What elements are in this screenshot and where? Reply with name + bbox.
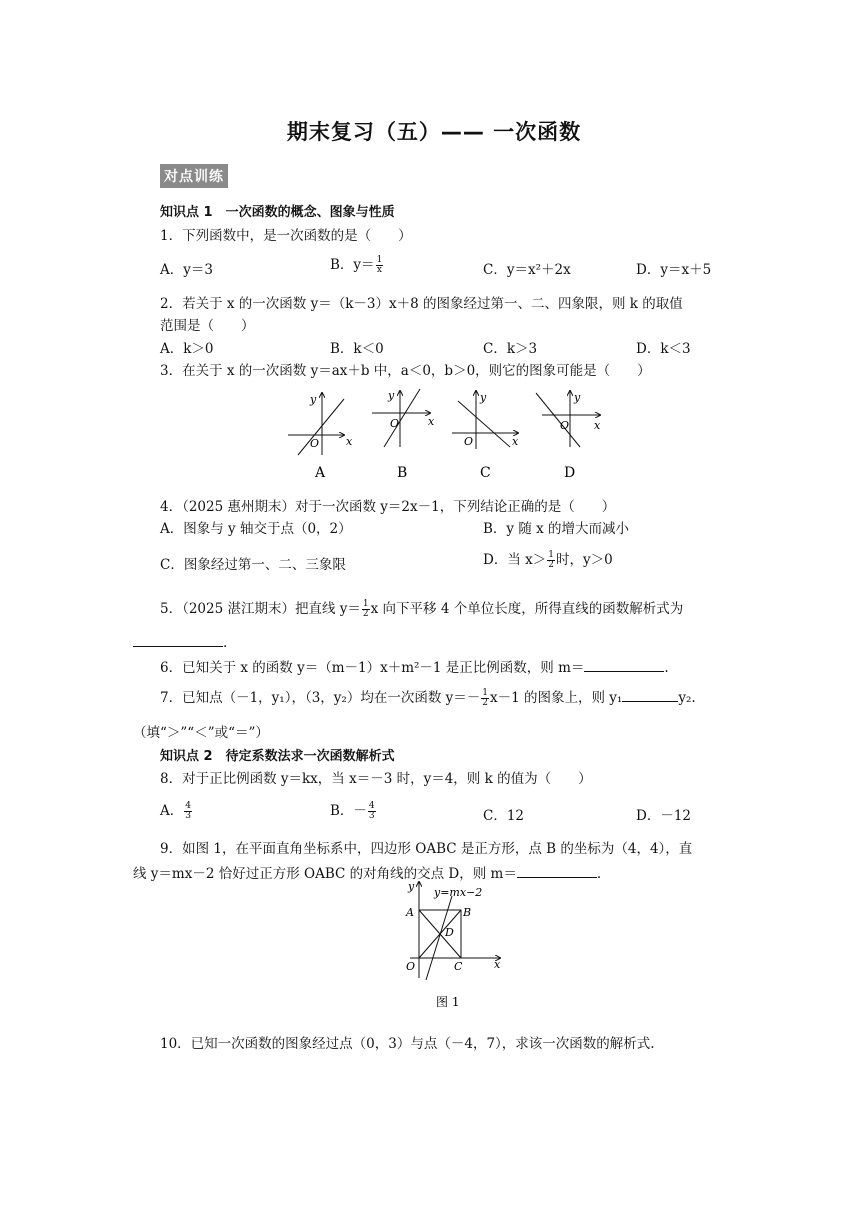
q7-denominator: 2 — [482, 698, 488, 708]
q8-option-b-fraction — [368, 802, 376, 821]
q1-option-b-denominator: x — [376, 265, 382, 275]
q4-option-a: A．图象与 y 轴交于点（0，2） — [160, 521, 352, 537]
q7-numerator: 1 — [482, 688, 488, 698]
fig1-point-b: B — [463, 906, 472, 919]
q5-stem — [160, 597, 683, 619]
fig1-point-d: D — [445, 926, 454, 939]
q8-option-b-denominator: 3 — [368, 811, 375, 821]
q5-answer-blank[interactable] — [133, 634, 223, 647]
q7-end: y₂. — [678, 690, 696, 706]
knowledge-point-2-heading: 知识点 2 待定系数法求一次函数解析式 — [160, 749, 395, 764]
q8-option-b — [330, 799, 377, 821]
q4-option-d-denominator: 2 — [548, 560, 554, 570]
graph-c-y-label: y — [480, 391, 487, 404]
q5-denominator: 2 — [362, 609, 369, 619]
q2-stem-line1: 2．若关于 x 的一次函数 y＝（k－3）x＋8 的图象经过第一、二、四象限，则 k 的取值 — [160, 296, 683, 312]
q6-answer-blank[interactable] — [584, 659, 664, 672]
q6-stem — [160, 656, 669, 676]
q9-line2-prefix: 线 y＝mx－2 恰好过正方形 OABC 的对角线的交点 D，则 m＝ — [133, 866, 517, 882]
graph-b-x-label: x — [428, 415, 435, 428]
q9-answer-blank[interactable] — [517, 865, 597, 878]
q5-end: . — [223, 635, 228, 651]
q6-prefix: 6．已知关于 x 的函数 y＝（m－1）x＋m²－1 是正比例函数，则 m＝ — [160, 660, 585, 676]
q2-option-a: A．k＞0 — [160, 341, 214, 357]
q7-middle: x－1 的图象上，则 y₁ — [490, 690, 623, 706]
graph-a-x-label: x — [346, 435, 353, 448]
q4-option-b: B．y 随 x 的增大而减小 — [483, 521, 630, 537]
q4-stem: 4．（2025 惠州期末）对于一次函数 y＝2x－1，下列结论正确的是（ ） — [160, 499, 616, 515]
q8-option-d: D．－12 — [636, 808, 692, 824]
q5-suffix: x 向下平移 4 个单位长度，所得直线的函数解析式为 — [370, 601, 684, 617]
fig1-line-label: y=mx−2 — [434, 886, 483, 899]
q5-answer-line — [133, 634, 227, 651]
q5-prefix: 5．（2025 湛江期末）把直线 y＝ — [160, 601, 361, 617]
q6-end: . — [664, 660, 669, 676]
q1-stem: 1．下列函数中，是一次函数的是（ ） — [160, 228, 412, 244]
graph-b-origin: O — [390, 417, 400, 430]
q1-option-b-prefix: B．y＝ — [330, 257, 375, 273]
q8-option-a-numerator: 4 — [185, 801, 191, 811]
fig1-point-c: C — [454, 960, 463, 973]
q7-prefix: 7．已知点（－1，y₁），（3，y₂）均在一次函数 y＝－ — [160, 690, 481, 706]
q4-option-d-suffix: 时，y＞0 — [555, 552, 613, 568]
graph-d-label: D — [564, 465, 576, 481]
knowledge-point-1-heading: 知识点 1 一次函数的概念、图象与性质 — [160, 205, 395, 220]
q9-stem-line2 — [133, 862, 601, 882]
q2-option-d: D．k＜3 — [636, 341, 691, 357]
q1-option-d: D．y＝x＋5 — [636, 262, 712, 278]
q1-option-b — [330, 253, 384, 275]
figure-1 — [390, 878, 510, 1018]
q4-option-c: C．图象经过第一、二、三象限 — [160, 557, 346, 573]
graph-d-x-label: x — [594, 419, 601, 432]
q7-stem — [160, 686, 696, 708]
q8-option-b-prefix: B．－ — [330, 803, 367, 819]
fig1-point-a: A — [406, 906, 414, 919]
q1-option-c: C．y＝x²＋2x — [483, 262, 571, 278]
q8-option-b-numerator: 4 — [368, 801, 375, 811]
fig1-point-o: O — [406, 960, 416, 973]
q2-option-c: C．k＞3 — [483, 341, 538, 357]
q8-option-a — [160, 799, 193, 821]
fig1-x-label: x — [494, 958, 501, 971]
q2-option-b: B．k＜0 — [330, 341, 384, 357]
q3-stem: 3．在关于 x 的一次函数 y＝ax＋b 中，a＜0，b＞0，则它的图象可能是（ ） — [160, 363, 651, 379]
graph-b-y-label: y — [388, 389, 395, 402]
graph-c-x-label: x — [512, 435, 519, 448]
q7-hint: （填“＞”“＜”或“＝”） — [133, 725, 269, 741]
graph-b-label: B — [397, 465, 408, 481]
graph-a-y-label: y — [310, 393, 317, 406]
q7-fraction — [481, 689, 489, 708]
q7-answer-blank[interactable] — [622, 689, 678, 702]
q9-line2-end: . — [596, 866, 602, 882]
graph-a-origin: O — [310, 437, 320, 450]
q9-stem-line1: 9．如图 1，在平面直角坐标系中，四边形 OABC 是正方形，点 B 的坐标为（4，4），直 — [160, 841, 693, 857]
q3-graph-d — [536, 391, 601, 481]
q1-option-b-fraction — [376, 256, 384, 275]
q4-option-d-fraction — [547, 551, 555, 570]
q5-fraction — [362, 600, 370, 619]
graph-a-label: A — [315, 465, 326, 481]
q3-graph-b — [372, 389, 435, 481]
q4-option-d — [483, 548, 613, 570]
q8-option-a-prefix: A． — [160, 803, 184, 819]
fig1-caption: 图 1 — [436, 995, 460, 1009]
q1-option-a: A．y＝3 — [160, 262, 213, 278]
q3-graph-c — [452, 391, 519, 481]
q10-stem: 10．已知一次函数的图象经过点（0，3）与点（－4，7），求该一次函数的解析式. — [160, 1036, 655, 1052]
graph-a-line — [298, 399, 344, 455]
page-title: 期末复习（五）—— 一次函数 — [286, 120, 582, 144]
fig1-y-label: y — [408, 880, 415, 893]
graph-d-y-label: y — [574, 391, 581, 404]
q8-option-a-fraction — [184, 802, 192, 821]
graph-d-origin: O — [560, 419, 570, 432]
q8-option-a-denominator: 3 — [185, 811, 191, 821]
q3-graphs — [280, 385, 610, 485]
q1-option-b-numerator: 1 — [376, 255, 383, 265]
q4-option-d-numerator: 1 — [548, 550, 554, 560]
q5-numerator: 1 — [362, 599, 369, 609]
section-banner: 对点训练 — [160, 164, 228, 188]
q2-stem-line2: 范围是（ ） — [160, 318, 255, 334]
q3-graph-a — [288, 393, 353, 481]
q8-stem: 8．对于正比例函数 y＝kx，当 x＝－3 时，y＝4，则 k 的值为（ ） — [160, 771, 592, 787]
graph-c-label: C — [480, 465, 491, 481]
q4-option-d-prefix: D．当 x＞ — [483, 552, 547, 568]
q8-option-c: C．12 — [483, 808, 525, 824]
graph-c-origin: O — [464, 435, 474, 448]
